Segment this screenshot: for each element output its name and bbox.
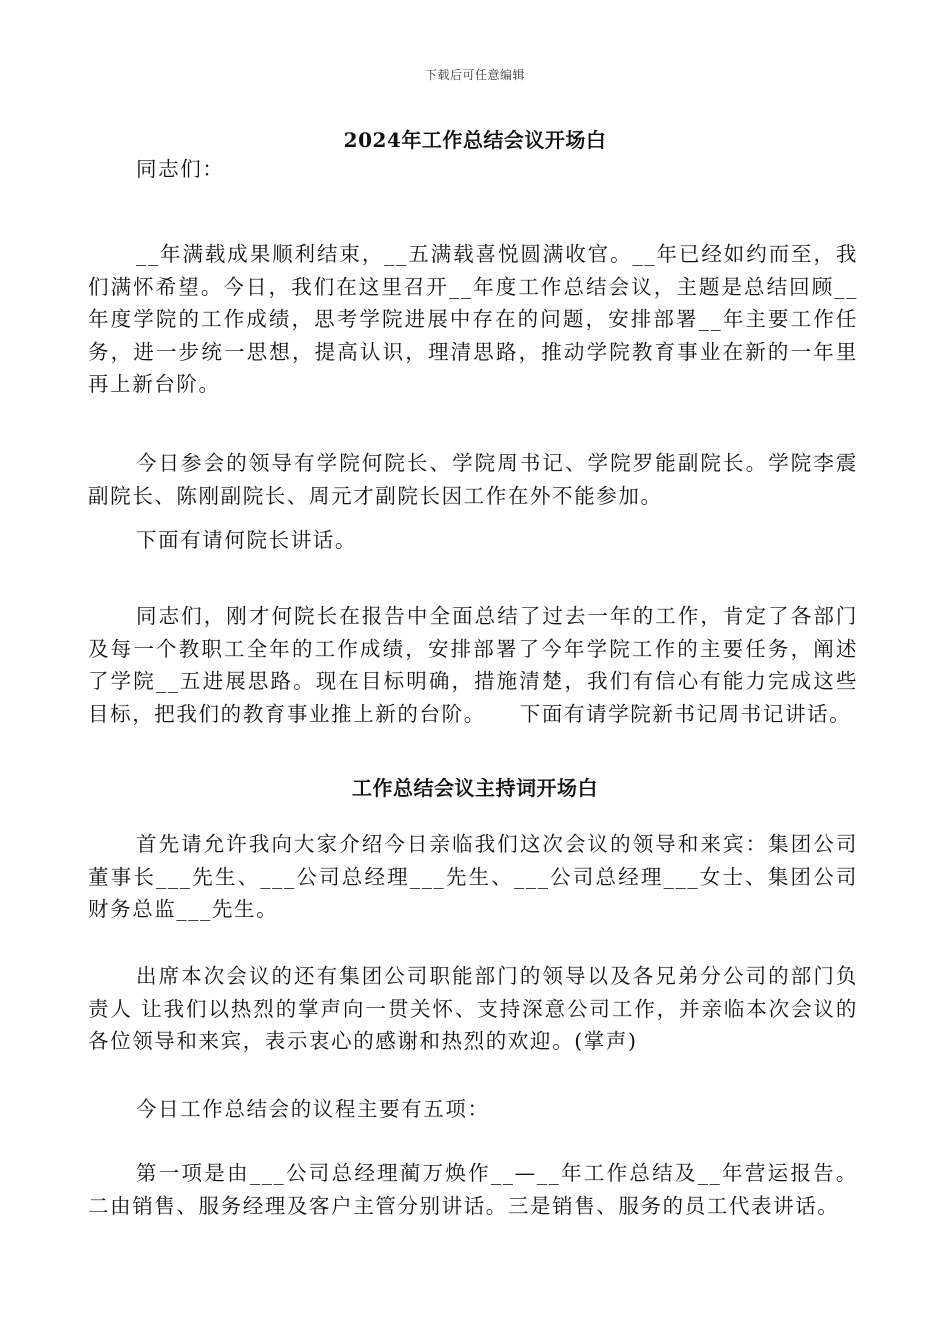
agenda-items-paragraph: 第一项是由___公司总经理蔺万焕作__—__年工作总结及__年营运报告。二由销售、服务经理及客户主管分别讲话。三是销售、服务的员工代表讲话。: [88, 1161, 858, 1218]
agenda-intro-paragraph: 今日工作总结会的议程主要有五项：: [136, 1097, 490, 1121]
invite-speech-paragraph: 下面有请何院长讲话。: [136, 528, 357, 552]
greeting-paragraph: 同志们：: [136, 157, 225, 181]
opening-paragraph: __年满载成果顺利结束，__五满载喜悦圆满收官。__年已经如约而至，我们满怀希望。今日，我们在这里召开__年度工作总结会议，主题是总结回顾__年度学院的工作成绩，思考学院进展中存在的问题，安排部署__年主要工作任务，进一步统一思想，提高认识，理清思路，推动学院教育事业在新的一年里再上新台阶。: [88, 242, 858, 396]
header-note: 下载后可任意编辑: [424, 68, 525, 82]
attendees-paragraph: 今日参会的领导有学院何院长、学院周书记、学院罗能副院长。学院李震副院长、陈刚副院长、周元才副院长因工作在外不能参加。: [88, 451, 858, 508]
welcome-paragraph: 出席本次会议的还有集团公司职能部门的领导以及各兄弟分公司的部门负责人 让我们以热烈的掌声向一贯关怀、支持深意公司工作，并亲临本次会议的各位领导和来宾，表示衷心的感谢和热烈的欢迎。(掌声): [88, 964, 858, 1053]
section2-title: 工作总结会议主持词开场白: [352, 776, 598, 800]
section1-title: 2024年工作总结会议开场白: [343, 128, 607, 152]
introduction-paragraph: 首先请允许我向大家介绍今日亲临我们这次会议的领导和来宾：集团公司董事长___先生、___公司总经理___先生、___公司总经理___女士、集团公司财务总监___先生。: [88, 832, 858, 921]
summary-paragraph: 同志们，刚才何院长在报告中全面总结了过去一年的工作，肯定了各部门及每一个教职工全年的工作成绩，安排部署了今年学院工作的主要任务，阐述了学院__五进展思路。现在目标明确，措施清楚，我们有信心有能力完成这些目标，把我们的教育事业推上新的台阶。 下面有请学院新书记周书记讲话。: [88, 604, 858, 726]
